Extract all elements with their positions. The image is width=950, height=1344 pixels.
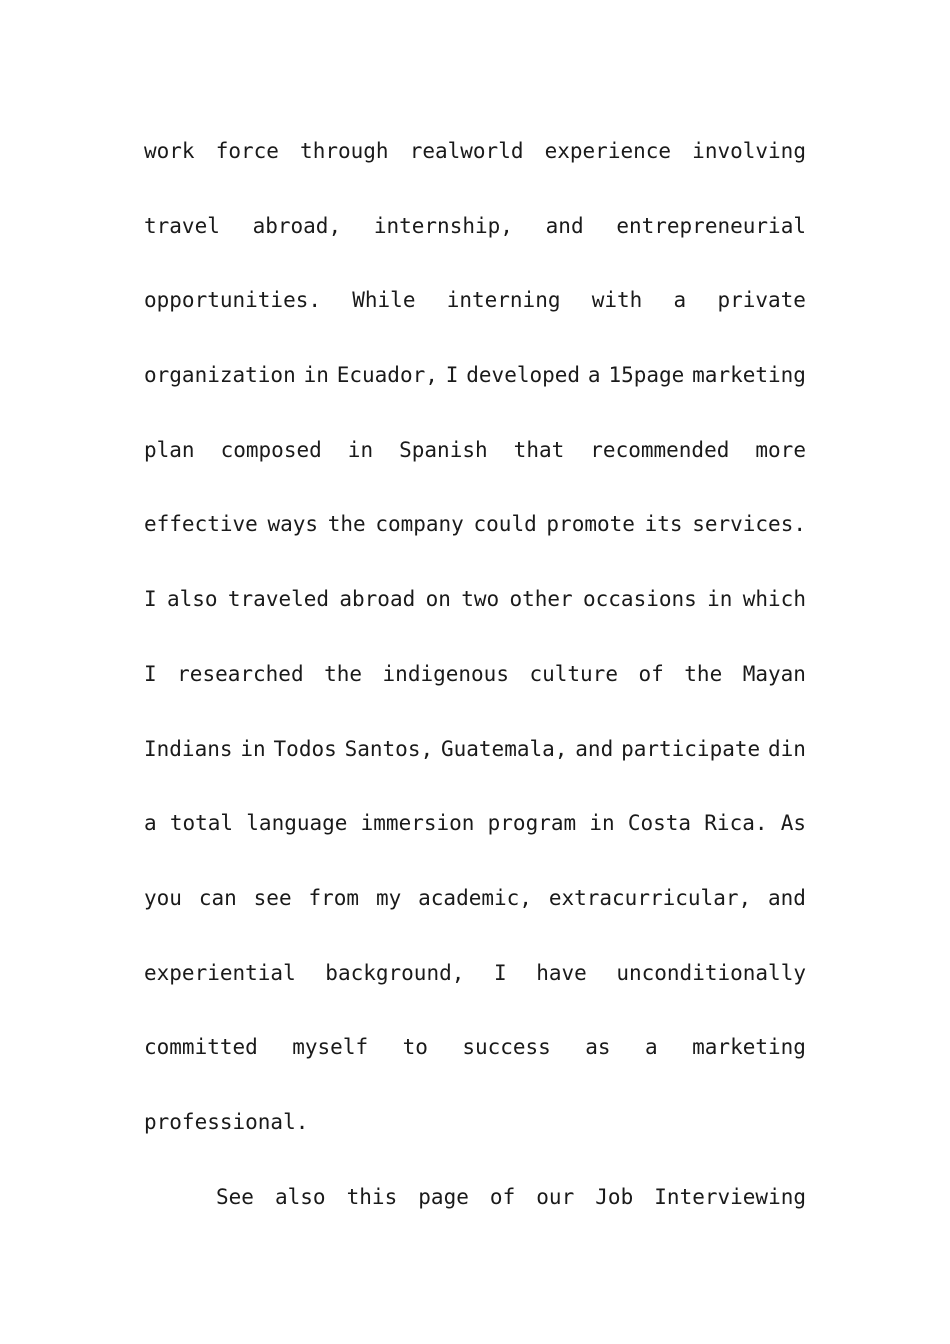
word: myself xyxy=(292,1035,369,1060)
word: travel xyxy=(144,213,220,238)
word: through xyxy=(300,139,389,163)
word: I xyxy=(144,587,157,612)
text-line: professional. xyxy=(144,1109,309,1134)
word: experience xyxy=(544,139,672,163)
word: more xyxy=(755,437,806,462)
word: experiential xyxy=(144,960,296,985)
word: as xyxy=(585,1035,611,1060)
word: ways xyxy=(267,512,319,537)
word: internship, xyxy=(373,213,513,238)
word: indigenous xyxy=(382,661,509,686)
word: entrepreneurial xyxy=(616,213,806,238)
word: a xyxy=(645,1035,658,1060)
text-line xyxy=(144,936,806,1011)
word: organization xyxy=(144,363,296,388)
word: also xyxy=(166,587,218,612)
word: occasions xyxy=(583,587,697,612)
text-line xyxy=(144,637,806,712)
word: a xyxy=(144,811,157,836)
word: this xyxy=(346,1184,398,1209)
word: extracurricular, xyxy=(548,885,752,910)
text-line xyxy=(144,413,806,488)
text-line xyxy=(144,487,806,562)
word: marketing xyxy=(692,1035,806,1060)
word: on xyxy=(425,587,451,612)
word: Interviewing xyxy=(654,1184,806,1209)
text-line xyxy=(144,338,806,413)
word: in xyxy=(240,736,266,761)
word: page xyxy=(418,1184,469,1209)
word: two xyxy=(461,587,500,612)
word: Todos xyxy=(273,736,337,761)
text-line xyxy=(144,861,806,936)
word: other xyxy=(509,587,573,612)
word: Santos, xyxy=(344,736,434,761)
text-line xyxy=(144,263,806,338)
word: Guatemala, xyxy=(440,736,568,761)
word: from xyxy=(308,885,360,910)
word: also xyxy=(275,1184,326,1209)
word: I xyxy=(445,363,459,388)
word: marketing xyxy=(692,363,806,388)
word: can xyxy=(198,885,237,910)
word: realworld xyxy=(409,139,524,163)
word: researched xyxy=(177,661,304,686)
word: private xyxy=(717,288,806,313)
word: plan xyxy=(144,437,195,462)
word: involving xyxy=(692,139,806,163)
word: a xyxy=(673,288,687,313)
text-line xyxy=(144,562,806,637)
word: the xyxy=(684,661,723,686)
word: Indians xyxy=(144,736,233,761)
text-line xyxy=(144,786,806,861)
word: promote xyxy=(546,512,635,537)
word: and xyxy=(545,213,584,238)
word: developed xyxy=(466,363,581,388)
word: and xyxy=(768,885,806,910)
word: could xyxy=(473,512,537,537)
word: opportunities. xyxy=(144,288,322,313)
word: While xyxy=(352,288,416,313)
word: in xyxy=(347,437,374,462)
word: traveled xyxy=(227,587,330,612)
word: a xyxy=(587,363,601,388)
word: Rica. xyxy=(704,811,768,836)
word: force xyxy=(215,139,279,163)
word: interning xyxy=(446,288,561,313)
word: with xyxy=(591,288,643,313)
word: work xyxy=(144,139,195,163)
word: background, xyxy=(325,960,465,985)
word: As xyxy=(780,811,806,836)
word: abroad, xyxy=(252,213,342,238)
word: participate xyxy=(621,736,761,761)
word: in xyxy=(707,587,733,612)
word: culture xyxy=(529,661,618,686)
word: its xyxy=(644,512,683,537)
word: composed xyxy=(220,437,322,462)
word: success xyxy=(462,1035,551,1060)
text-line xyxy=(144,1010,806,1085)
word: Ecuador, xyxy=(336,363,438,388)
word: language xyxy=(246,811,348,836)
word: the xyxy=(324,661,363,686)
word: committed xyxy=(144,1035,258,1060)
word: that xyxy=(513,437,565,462)
word: See xyxy=(216,1184,254,1209)
word: 15page xyxy=(608,363,685,388)
word: the xyxy=(327,512,366,537)
word: our xyxy=(536,1184,575,1209)
word: see xyxy=(253,885,292,910)
word: have xyxy=(536,960,587,985)
text-line xyxy=(144,712,806,787)
word: I xyxy=(493,960,507,985)
word: of xyxy=(489,1184,516,1209)
word: Mayan xyxy=(742,661,806,686)
text-line xyxy=(144,1160,806,1235)
word: Job xyxy=(595,1184,634,1209)
word: recommended xyxy=(590,437,730,462)
word: you xyxy=(144,885,182,910)
word: my xyxy=(375,885,402,910)
text-line xyxy=(144,189,806,264)
word: effective xyxy=(144,512,258,537)
body-text xyxy=(144,114,806,1234)
word: program xyxy=(487,811,577,836)
word: and xyxy=(575,736,614,761)
word: services. xyxy=(692,512,806,537)
word: academic, xyxy=(418,885,532,910)
word: Costa xyxy=(627,811,692,836)
word: Spanish xyxy=(399,437,488,462)
word: which xyxy=(742,587,806,612)
word: din xyxy=(768,736,806,761)
word: unconditionally xyxy=(616,960,806,985)
word: to xyxy=(402,1035,428,1060)
word: immersion xyxy=(360,811,475,836)
word: in xyxy=(303,363,329,388)
word: of xyxy=(638,661,664,686)
word: total xyxy=(169,811,234,836)
text-line xyxy=(144,114,806,189)
word: company xyxy=(375,512,464,537)
word: in xyxy=(589,811,615,836)
word: abroad xyxy=(339,587,416,612)
word: I xyxy=(144,661,157,686)
